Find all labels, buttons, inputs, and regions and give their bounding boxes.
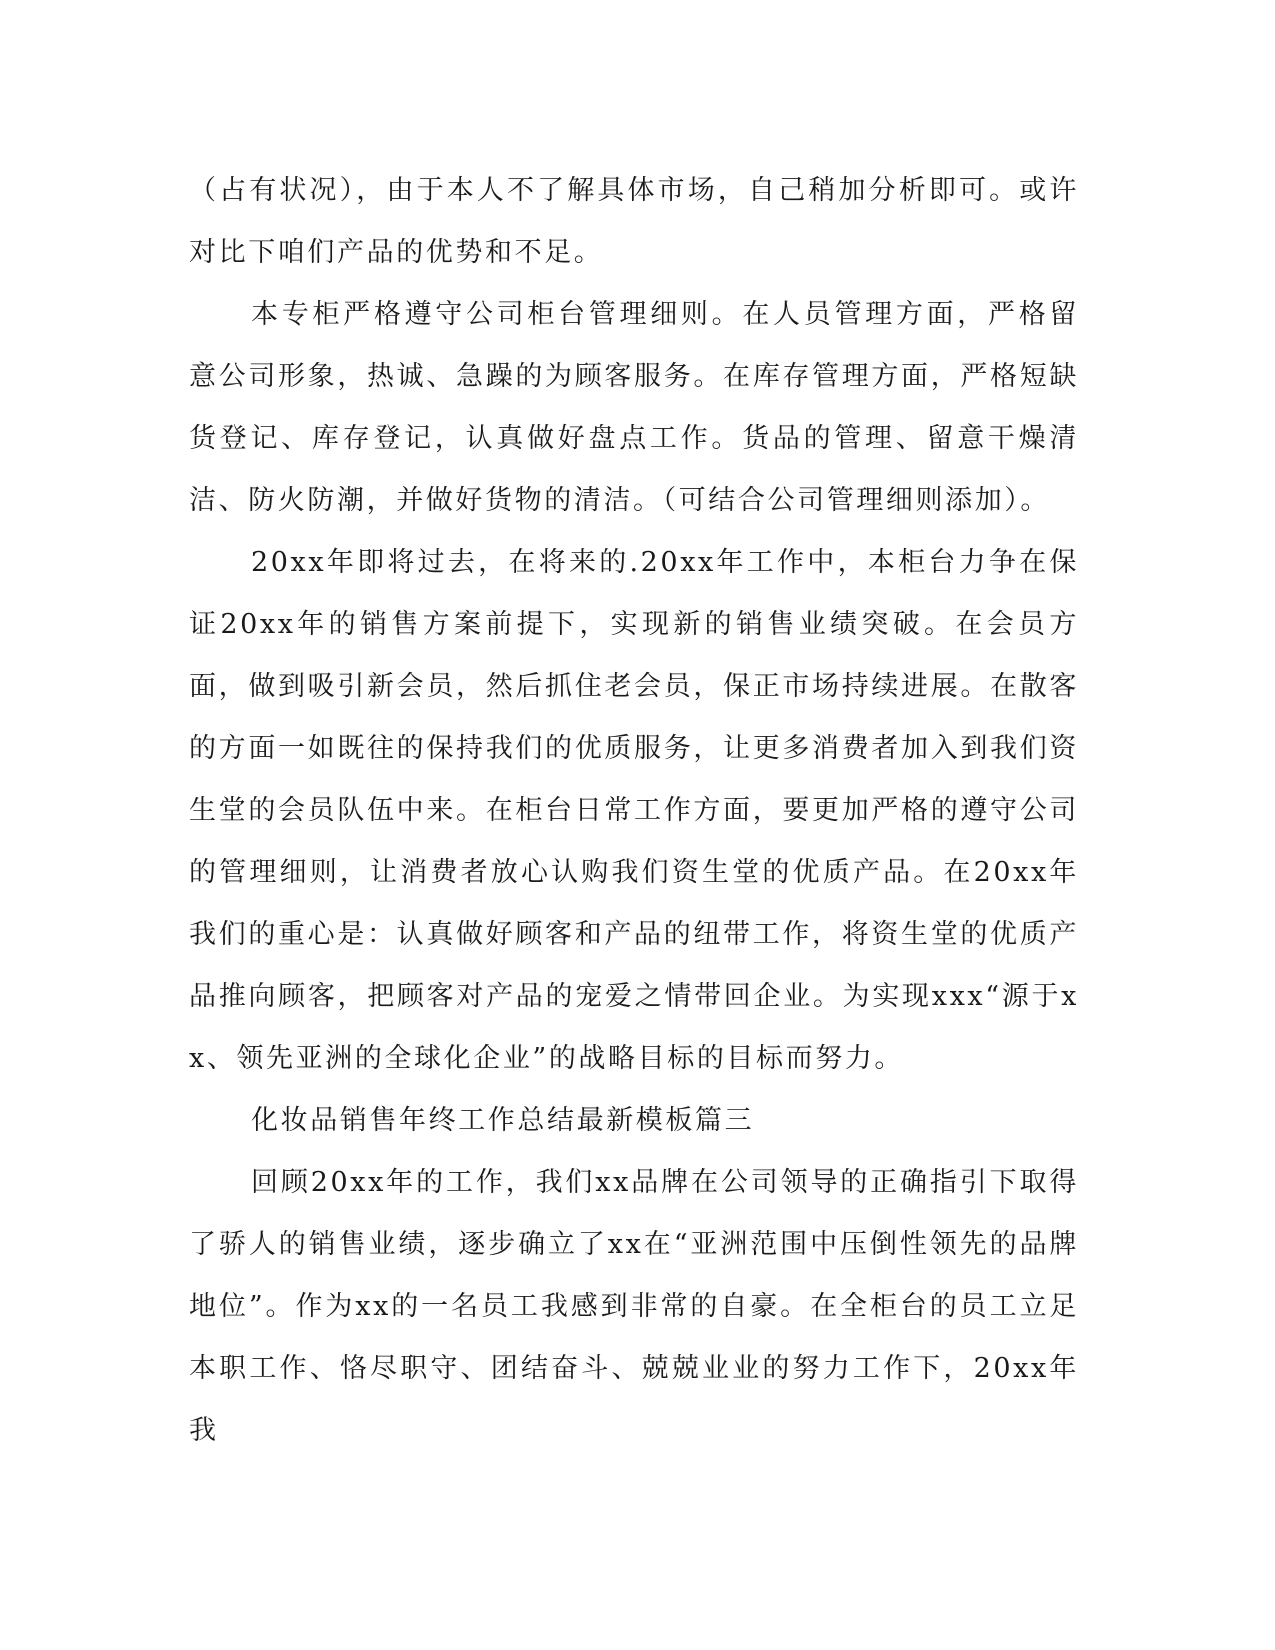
paragraph-market-analysis: （占有状况），由于本人不了解具体市场，自己稍加分析即可。或许对比下咱们产品的优势和不足。 <box>189 175 1079 268</box>
paragraph-year-review: 回顾20xx年的工作，我们xx品牌在公司领导的正确指引下取得了骄人的销售业绩，逐步确立了xx在“亚洲范围中压倒性领先的品牌地位”。作为xx的一名员工我感到非常的自豪。在全柜台的员工立足本职工作、恪尽职守、团结奋斗、兢兢业业的努力工作下，20xx年我 <box>189 1167 1079 1446</box>
document-body <box>189 160 1079 1462</box>
section-heading: 化妆品销售年终工作总结最新模板篇三 <box>251 1105 755 1136</box>
paragraph-counter-management: 本专柜严格遵守公司柜台管理细则。在人员管理方面，严格留意公司形象，热诚、急躁的为顾客服务。在库存管理方面，严格短缺货登记、库存登记，认真做好盘点工作。货品的管理、留意干燥清洁、防火防潮，并做好货物的清洁。（可结合公司管理细则添加）。 <box>189 299 1079 516</box>
paragraph-next-year-plan: 20xx年即将过去，在将来的.20xx年工作中，本柜台力争在保证20xx年的销售方案前提下，实现新的销售业绩突破。在会员方面，做到吸引新会员，然后抓住老会员，保正市场持续进展。在散客的方面一如既往的保持我们的优质服务，让更多消费者加入到我们资生堂的会员队伍中来。在柜台日常工作方面，要更加严格的遵守公司的管理细则，让消费者放心认购我们资生堂的优质产品。在20xx年我们的重心是：认真做好顾客和产品的纽带工作，将资生堂的优质产品推向顾客，把顾客对产品的宠爱之情带回企业。为实现xxx“源于xx、领先亚洲的全球化企业”的战略目标的目标而努力。 <box>189 547 1079 1074</box>
